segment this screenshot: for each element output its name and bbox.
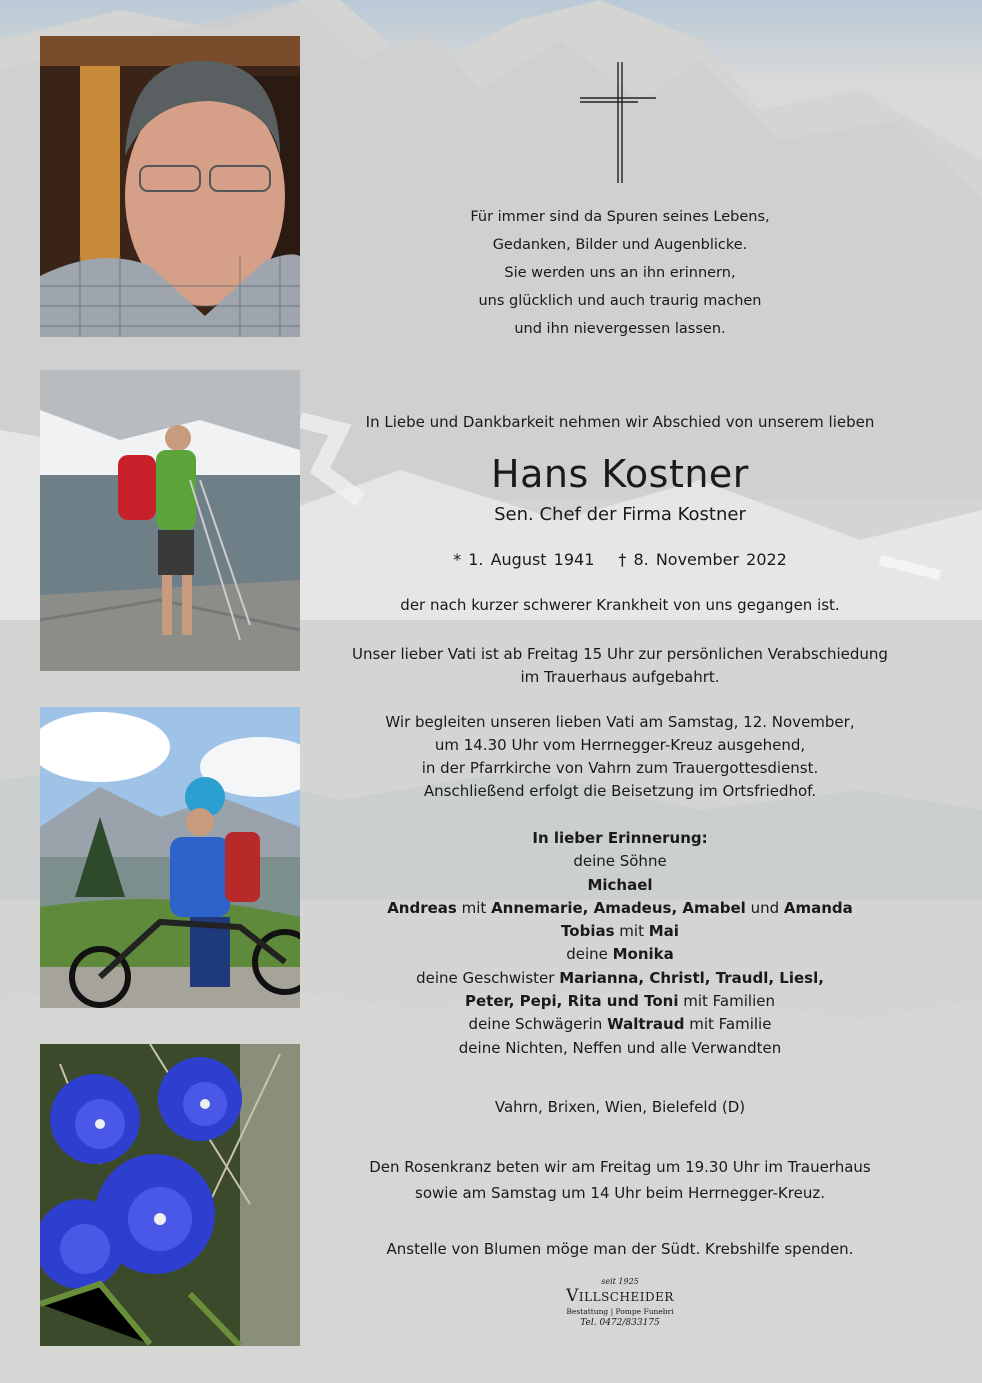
- funeral-home-logo: [540, 1277, 700, 1329]
- funeral-text: Wir begleiten unseren lieben Vati am Samstag, 12. November, um 14.30 Uhr vom Herrnegger-Kreuz ausgehend, in der Pfarrkirche von Vahrn zum Trauergottesdienst. Anschließend erfolgt die Beisetzung im Ortsfriedhof.: [385, 713, 855, 800]
- mountain-bike-photo: [40, 707, 300, 1008]
- logo-brand: Villscheider: [566, 1286, 674, 1306]
- poem-line: uns glücklich und auch traurig machen: [478, 293, 762, 309]
- poem-line: Für immer sind da Spuren seines Lebens,: [470, 209, 770, 225]
- poem: [320, 203, 920, 343]
- places-text: Vahrn, Brixen, Wien, Bielefeld (D): [494, 1098, 746, 1116]
- gentian-flowers-photo: [40, 1044, 300, 1346]
- deceased-name: Hans Kostner: [491, 452, 749, 496]
- poem-line: Gedanken, Bilder und Augenblicke.: [492, 237, 748, 253]
- passing-text: der nach kurzer schwerer Krankheit von uns gegangen ist.: [400, 596, 840, 614]
- logo-phone: Tel. 0472/833175: [580, 1318, 660, 1328]
- logo-since: seit 1925: [601, 1277, 639, 1286]
- poem-line: Sie werden uns an ihn erinnern,: [504, 265, 736, 281]
- intro-text: In Liebe und Dankbarkeit nehmen wir Abschied von unserem lieben: [365, 413, 875, 431]
- life-dates: [320, 550, 920, 569]
- logo-subtitle: Bestattung | Pompe Funebri: [566, 1307, 674, 1316]
- death-date: † 8. November 2022: [618, 550, 787, 569]
- viewing-text: Unser lieber Vati ist ab Freitag 15 Uhr zur persönlichen Verabschiedung im Trauerhaus aufgebahrt.: [352, 645, 888, 686]
- family-heading: In lieber Erinnerung:: [532, 829, 708, 847]
- hiking-photo: [40, 370, 300, 671]
- cross-icon: [578, 60, 658, 185]
- deceased-role: Sen. Chef der Firma Kostner: [494, 504, 746, 525]
- portrait-photo: [40, 36, 300, 337]
- poem-line: und ihn nievergessen lassen.: [514, 321, 726, 337]
- rosary-text: Den Rosenkranz beten wir am Freitag um 19.30 Uhr im Trauerhaus sowie am Samstag um 14 Uhr beim Herrnegger-Kreuz.: [369, 1158, 871, 1202]
- family-list: In lieber Erinnerung: deine Söhne Michael Andreas mit Annemarie, Amadeus, Amabel und Amanda Tobias mit Mai deine Monika deine Geschwister Marianna, Christl, Traudl, Liesl, Peter, Pepi, Rita und Toni mit Familien deine Schwägerin Waltraud mit Familie deine Nichten, Neffen und alle Verwandten: [387, 829, 853, 1057]
- donation-text: Anstelle von Blumen möge man der Südt. Krebshilfe spenden.: [386, 1240, 854, 1258]
- birth-date: * 1. August 1941: [453, 550, 595, 569]
